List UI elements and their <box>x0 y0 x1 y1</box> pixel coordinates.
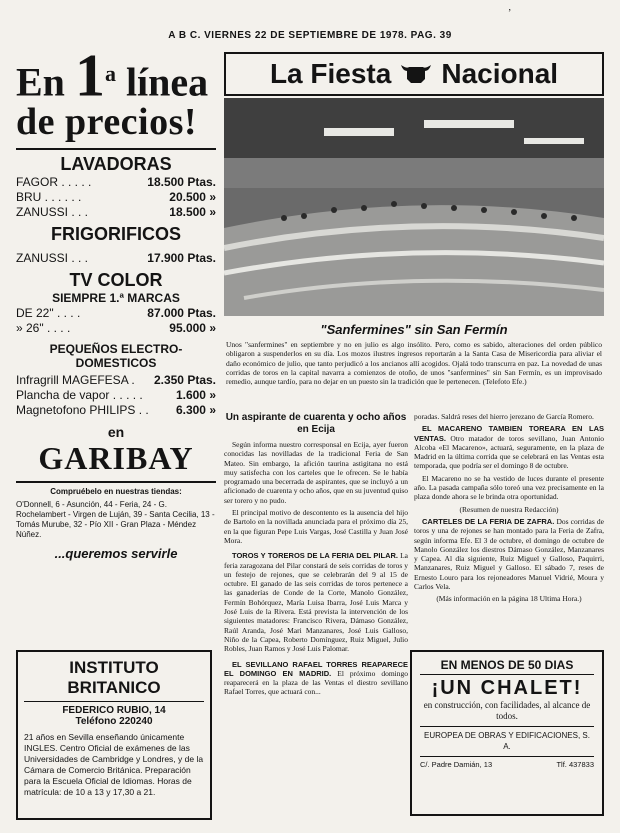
article-paragraph <box>414 424 604 470</box>
product-price: 95.000 » <box>169 321 216 336</box>
article-text-pilar: La feria zaragozana del Pilar constará de seis corridas de toros y un festejo de rejones, que se celebrarán del 9 al 15 de octubre. El ganado de las seis corridas de toros pertenece a las ganaderías de Conde de la Corte, Manolo González, Fermín Bohórquez, María Luisa Ibarra, José Luis Marca y José Luis de la Rivera. Está prevista la intervención de los siguientes matadores: Francisco Rivera, Dámaso González, Raúl Aranda, José Mari Manzanares, José Luis Galloso, Niño de la Capea, Roberto Domínguez, Ruiz Miguel, Julio Robles, Juan Ramos y José Luis Palomar. <box>224 551 409 654</box>
bullring-photo <box>224 98 604 316</box>
ad-en: en <box>107 424 125 441</box>
product-name: Plancha de vapor . . . . . <box>16 388 143 403</box>
ad-headline-linea: línea <box>125 59 209 105</box>
institute-title: INSTITUTO BRITANICO <box>24 658 204 702</box>
product-name: DE 22" . . . . <box>16 306 81 321</box>
ad-headline-sup: a <box>104 61 116 86</box>
article-note: (Resumen de nuestra Redacción) <box>459 504 559 514</box>
section-title-right: Nacional <box>441 58 559 89</box>
article-paragraph: poradas. Saldrá reses del hierro jerezano de García Romero. <box>414 412 594 421</box>
product-price: 1.600 » <box>175 388 216 403</box>
ad-headline-line2: de precios! <box>16 101 198 144</box>
chalet-contact <box>420 756 594 769</box>
page-header: A B C. VIERNES 22 DE SEPTIEMBRE DE 1978. PAG. 39 <box>168 30 452 41</box>
store-list-title: Compruébelo en nuestras tiendas: <box>50 487 182 497</box>
price-row <box>16 403 216 418</box>
article-title-ecija: Un aspirante de cuarenta y ocho años en Ecija <box>225 412 407 435</box>
chalet-phone: Tlf. 437833 <box>556 760 594 769</box>
corner-mark: ’ <box>508 8 512 19</box>
price-row <box>16 190 216 205</box>
product-price: 6.300 » <box>175 403 216 418</box>
article-heading-macareno: EL MACARENO TAMBIEN TOREARA EN LAS VENTAS. <box>414 424 604 443</box>
store-list: O'Donnell, 6 - Asunción, 44 - Feria, 24 - G. Rochelambert - Virgen de Luján, 39 - Santa Cecilia, 13 - Tomás Murube, 32 - Pío XII - Gran Plaza - Méndez Núñez. <box>16 500 215 540</box>
chalet-subtitle: en construcción, con facilidades, al alcance de todos. <box>423 700 591 721</box>
price-row <box>16 306 216 321</box>
chalet-company: EUROPEA DE OBRAS Y EDIFICACIONES, S. A. <box>420 726 594 752</box>
ad-headline-en: En <box>16 59 65 105</box>
category-small-appliances: PEQUEÑOS ELECTRO-DOMESTICOS <box>49 342 183 371</box>
section-title-left: La Fiesta <box>269 58 392 89</box>
institute-body: 21 años en Sevilla enseñando únicamente INGLES. Centro Oficial de exámenes de las Universidades de Cambridge y Londres, y de la Cámara de Comercio Británica. Preparación para la Escuela Oficial de Idiomas. Horas de matrícula: de 10 a 13 y 17,30 a 21. <box>24 732 204 797</box>
product-name: Magnetofono PHILIPS . . <box>16 403 149 418</box>
price-row <box>16 175 216 190</box>
article-text-torres: El próximo domingo reaparecerá en la plaza de las Ventas el diestro sevillano Rafael Torres, que actuará con... <box>224 668 408 697</box>
product-name: ZANUSSI . . . <box>16 205 89 220</box>
article-note: (Más información en la página 18 Ultima Hora.) <box>436 594 582 604</box>
ad-divider <box>16 481 216 483</box>
institute-phone: Teléfono 220240 <box>75 716 153 727</box>
instituto-britanico-ad <box>16 650 212 820</box>
article-heading-pilar: TOROS Y TOREROS DE LA FERIA DEL PILAR. <box>232 551 399 561</box>
article-paragraph <box>414 517 604 591</box>
product-price: 20.500 » <box>169 190 216 205</box>
ad-headline-line1 <box>16 42 216 109</box>
article-paragraph <box>224 660 408 697</box>
bull-icon <box>399 61 433 87</box>
article-paragraph <box>224 551 408 653</box>
product-price: 2.350 Ptas. <box>153 373 216 388</box>
chalet-advertisement <box>410 650 604 816</box>
garibay-logo: GARIBAY <box>38 440 194 477</box>
price-row <box>16 373 216 388</box>
product-name: ZANUSSI . . . <box>16 251 89 266</box>
ad-divider <box>16 148 216 150</box>
product-name: FAGOR . . . . . <box>16 175 92 190</box>
product-price: 18.500 Ptas. <box>147 175 216 190</box>
article-heading-torres: EL SEVILLANO RAFAEL TORRES REAPARECE EL DOMINGO EN MADRID. <box>224 659 408 678</box>
article-text-zafra: Dos corridas de toros y una de rejones se han montado para la Feria de Zafra, según informa Efe. El 3 de octubre, el domingo de octubre de Manolo González los diestros Dámaso González, Manzanares y Capea. Al día siguiente, Ruiz Miguel y Galloso, Paquirri, Manzanares, Ruiz Miguel y Galloso. El sábado 7, reses de Ernesto Louro para los rejoneadores Manuel Vidrié, Moura y Carlos Vela. <box>414 516 604 592</box>
ad-closing: ...queremos servirle <box>54 546 178 562</box>
price-row <box>16 251 216 266</box>
institute-address: FEDERICO RUBIO, 14 <box>62 705 166 716</box>
category-washers: LAVADORAS <box>60 154 172 175</box>
product-name: Infragrill MAGEFESA . <box>16 373 135 388</box>
price-row <box>16 205 216 220</box>
product-name: » 26" . . . . <box>16 321 71 336</box>
product-price: 18.500 » <box>169 205 216 220</box>
chalet-address: C/. Padre Damián, 13 <box>420 760 493 769</box>
tv-subtitle: SIEMPRE 1.ª MARCAS <box>52 291 180 306</box>
product-name: BRU . . . . . . <box>16 190 82 205</box>
category-tv: TV COLOR <box>69 270 163 291</box>
chalet-top-line: EN MENOS DE 50 DIAS <box>420 658 594 675</box>
photo-caption-title: "Sanfermines" sin San Fermín <box>320 322 508 337</box>
article-column-middle <box>224 412 408 700</box>
article-paragraph: El Macareno no se ha vestido de luces durante el presente año. La pasada campaña sólo toreó una vez precisamente en la plaza donde ahora se le brinda otra oportunidad. <box>414 473 604 502</box>
section-banner <box>224 52 604 96</box>
garibay-advertisement <box>16 42 216 639</box>
article-paragraph: El principal motivo de descontento es la ausencia del hijo de Bartolo en la novillada anunciada para el próximo día 25, en la que figuran Pepe Luis Vargas, José Castilla y Juan José Mora. <box>224 508 408 545</box>
product-price: 87.000 Ptas. <box>147 306 216 321</box>
article-heading-zafra: CARTELES DE LA FERIA DE ZAFRA. <box>422 516 555 526</box>
price-row <box>16 388 216 403</box>
article-column-right <box>414 412 604 607</box>
category-fridges: FRIGORIFICOS <box>51 224 181 245</box>
product-price: 17.900 Ptas. <box>147 251 216 266</box>
ad-headline-number: 1 <box>74 42 105 109</box>
price-row <box>16 321 216 336</box>
chalet-headline: ¡UN CHALET! <box>431 677 583 699</box>
bullring-photo-art <box>224 98 604 316</box>
article-paragraph: Según informa nuestro corresponsal en Ecija, ayer fueron conocidas las novilladas de la tradicional Feria de San Mateo. Sin embargo, la afición taurina astigitana no está muy satisfecha con los carteles que le ofrecen. Se le había programado una becerrada de aspirantes, que se incluyó a un aficionado de cuarenta y ocho años, que en su juventud quiso ser torero y no pudo. <box>224 440 408 505</box>
photo-caption: Unos "sanfermines" en septiembre y no en julio es algo insólito. Pero, como es sabido, alteraciones del orden público obligaron a suspenderlos en su día. Los mozos ilustres ingresos reportarán a la Santa Casa de Misericordia para aliviar el daño económico de julio, que tanto perjudicó a los ancianos allí acogidos. Ojalá todo transcurra en paz. La novedad de unas corridas de toros en la capital navarra a comienzos de otoño, de unos "sanfermines" sin San Fermín, es un improvisado remedio, aunque tardío, para no dejar en un puesto sin la tradición que le pertenecen. (Telefoto Efe.) <box>226 340 602 387</box>
article-text-macareno: Otro matador de toros sevillano, Juan Antonio Alcoba «El Macareno», actuará, seguramente, en la plaza de Madrid en la última corrida que se celebrará en las Ventas esta temporada, que podría ser el domingo 8 de octubre. <box>414 433 604 471</box>
